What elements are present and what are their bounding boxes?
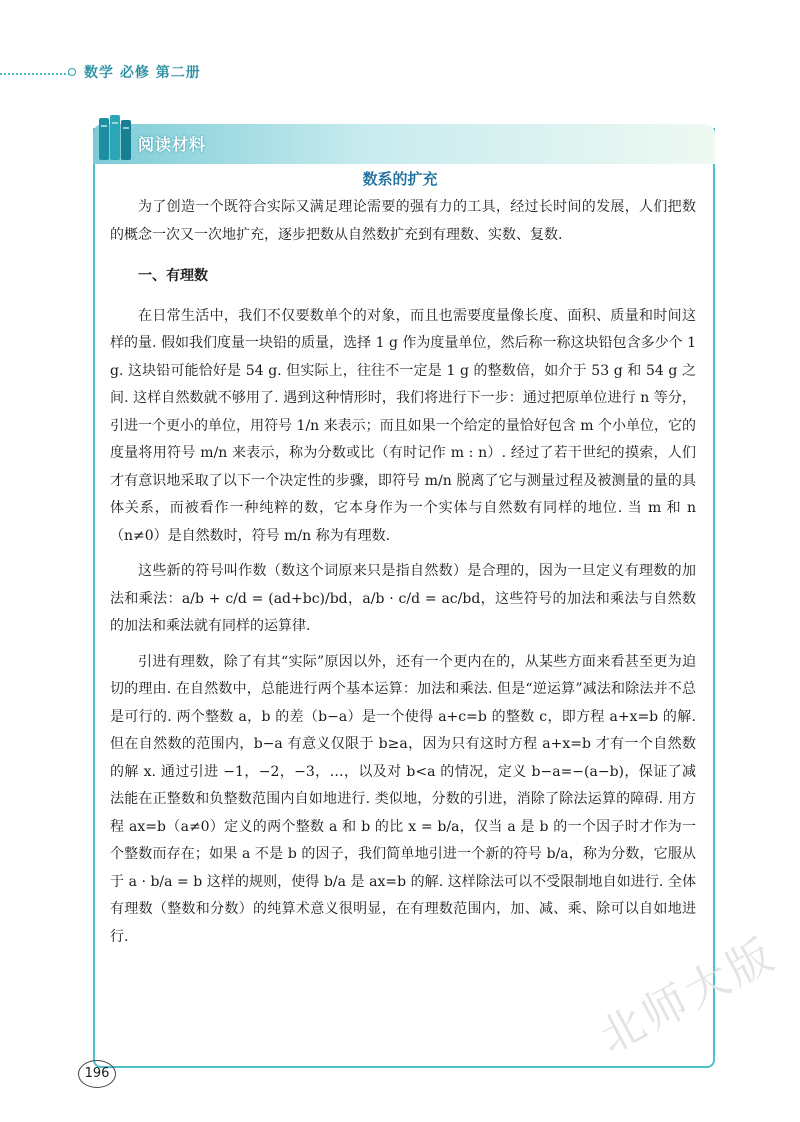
paragraph-3: 引进有理数，除了有其“实际”原因以外，还有一个更内在的，从某些方面来看甚至更为迫切的理由. 在自然数中，总能进行两个基本运算：加法和乘法. 但是“逆运算”减法和除法并不总是可行的. 两个整数 a，b 的差（b−a）是一个使得 a+c=b 的整数 c，即方程 a+x=b 的解. 但在自然数的范围内，b−a 有意义仅限于 b≥a，因为只有这时方程 a+x=b 才有一个自然数的解 x. 通过引进 −1，−2，−3，…，以及对 b<a 的情况，定义 b−a=−(a−b)，保证了减法能在正整数和负整数范围内自如地进行. 类似地，分数的引进，消除了除法运算的障碍. 用方程 ax=b（a≠0）定义的两个整数 a 和 b 的比 x = b/a，仅当 a 是 b 的一个因子时才作为一个整数而存在；如果 a 不是 b 的因子，我们简单地引进一个新的符号 b/a，称为分数，它服从于 a · b/a = b 这样的规则，使得 b/a 是 ax=b 的解. 这样除法可以不受限制地自如进行. 全体有理数（整数和分数）的纯算术意义很明显，在有理数范围内，加、减、乘、除可以自如地进行. [110, 653, 696, 945]
header-dot [68, 68, 76, 76]
article-title: 数系的扩充 [362, 170, 438, 188]
section-heading: 一、有理数 [138, 268, 208, 284]
books-icon [97, 112, 135, 162]
page-number: 196 [78, 1060, 116, 1088]
banner-title: 阅读材料 [138, 135, 207, 154]
paragraph-1: 在日常生活中，我们不仅要数单个的对象，而且也需要度量像长度、面积、质量和时间这样的量. 假如我们度量一块铅的质量，选择 1 g 作为度量单位，然后称一称这块铅包含多少个 1 g. 这块铅可能恰好是 54 g. 但实际上，往往不一定是 1 g 的整数倍，如介于 53 g 和 54 g 之间. 这样自然数就不够用了. 遇到这种情形时，我们将进行下一步：通过把原单位进行 n 等分，引进一个更小的单位，用符号 1/n 来表示；而且如果一个给定的量恰好包含 m 个小单位，它的度量将用符号 m/n 来表示，称为分数或比（有时记作 m : n）. 经过了若干世纪的摸索，人们才有意识地采取了以下一个决定性的步骤，即符号 m/n 脱离了它与测量过程及被测量的量的具体关系，而被看作一种纯粹的数，它本身作为一个实体与自然数有同样的地位. 当 m 和 n（n≠0）是自然数时，符号 m/n 称为有理数. [110, 307, 696, 544]
running-header: 数学 必修 第二册 [84, 65, 201, 81]
paragraph-2: 这些新的符号叫作数（数这个词原来只是指自然数）是合理的，因为一旦定义有理数的加法和乘法：a/b + c/d = (ad+bc)/bd，a/b · c/d = ac/bd，这些符号的加法和乘法与自然数的加法和乘法就有同样的运算律. [110, 563, 696, 634]
article-body [110, 194, 696, 951]
header-rule [0, 73, 70, 75]
watermark: 北师大版 [591, 928, 785, 1064]
intro-paragraph: 为了创造一个既符合实际又满足理论需要的强有力的工具，经过长时间的发展，人们把数的概念一次又一次地扩充，逐步把数从自然数扩充到有理数、实数、复数. [110, 199, 696, 243]
